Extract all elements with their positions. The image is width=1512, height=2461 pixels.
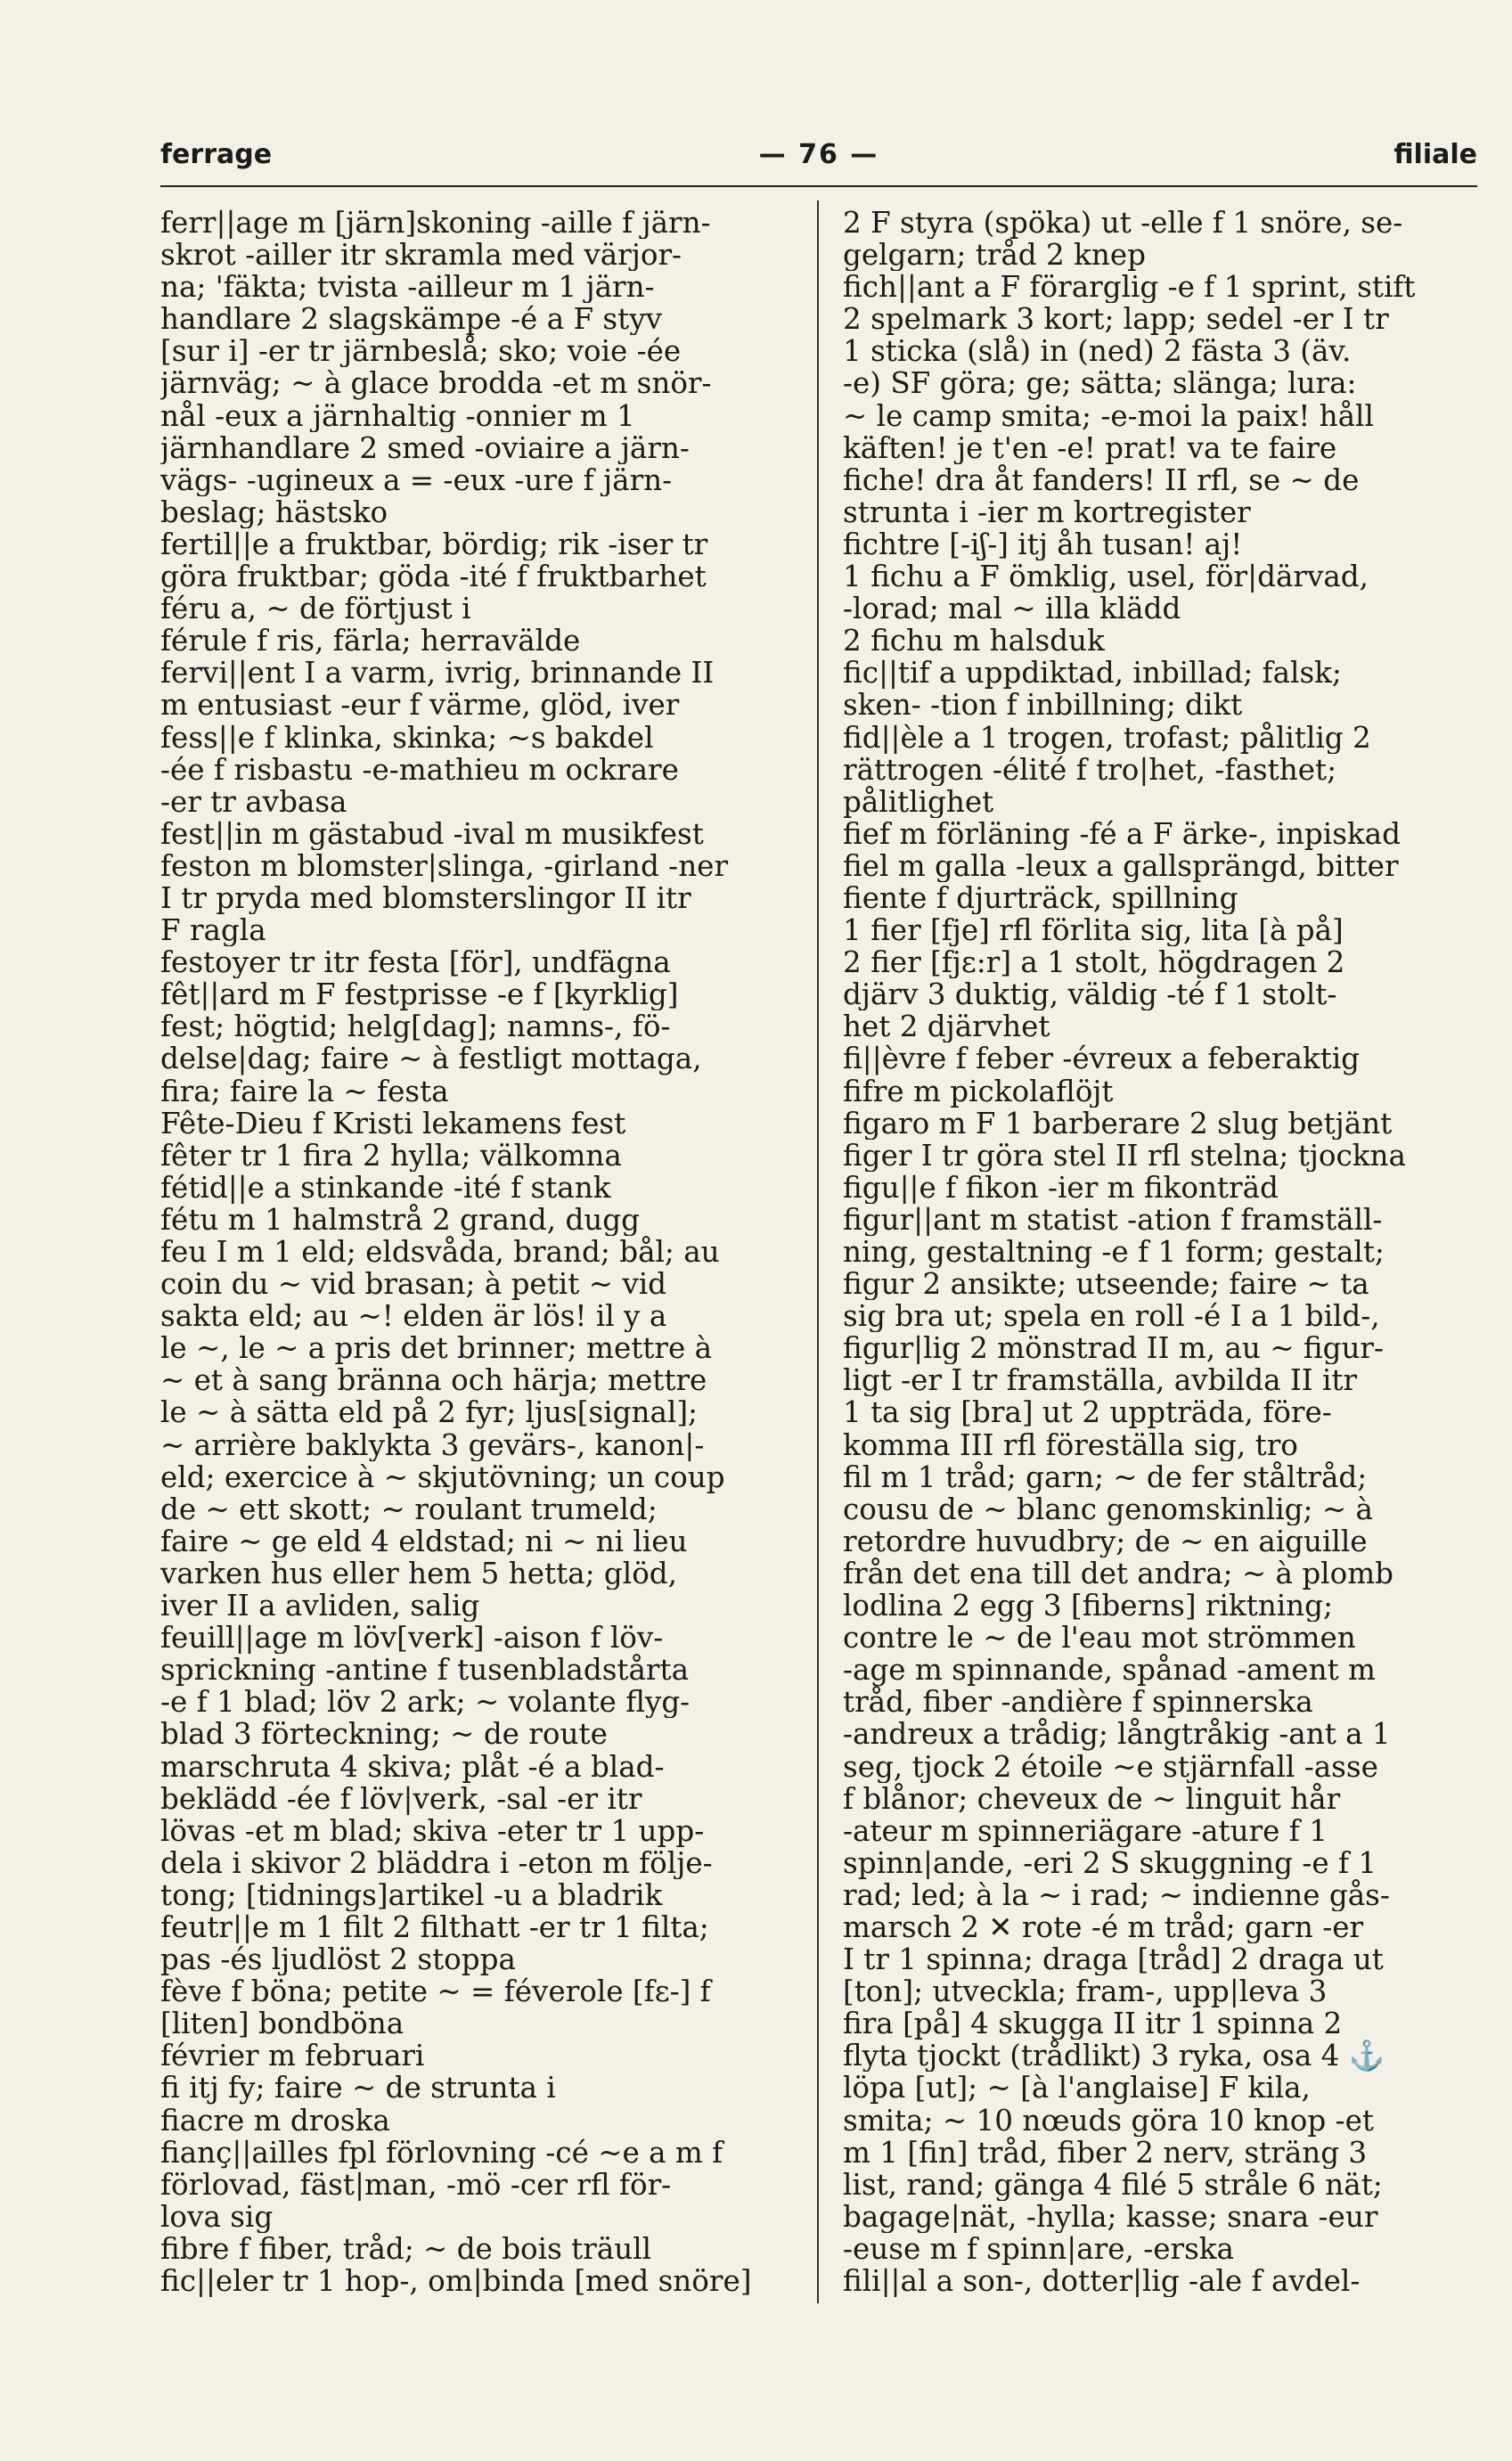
text-line: 2 F styra (spöka) ut -elle f 1 snöre, se- [843, 207, 1403, 240]
text-line: nål -eux a järnhaltig -onnier m 1 [160, 399, 635, 432]
text-line: smita; ~ 10 nœuds göra 10 knop -et [843, 2104, 1374, 2137]
right-column [843, 207, 1477, 2301]
text-line: tråd, fiber -andière f spinnerska [843, 1686, 1313, 1719]
text-line: delse|dag; faire ~ à festligt mottaga, [160, 1042, 702, 1075]
text-line: käften! je t'en -e! prat! va te faire [843, 431, 1337, 464]
text-line: 2 fier [fjɛ:r] a 1 stolt, högdragen 2 [843, 946, 1345, 979]
text-line: löpa [ut]; ~ [à l'anglaise] F kila, [843, 2072, 1311, 2105]
text-line: ferr||age m [järn]skoning -aille f järn- [160, 207, 711, 240]
text-line: skrot -ailler itr skramla med värjor- [160, 239, 682, 272]
text-line: fêter tr 1 fira 2 hylla; välkomna [160, 1139, 622, 1172]
text-line: feu I m 1 eld; eldsvåda, brand; bål; au [160, 1236, 720, 1269]
text-line: fest; högtid; helg[dag]; namns-, fö- [160, 1010, 671, 1043]
text-line: f blånor; cheveux de ~ linguit hår [843, 1782, 1341, 1815]
text-line: feuill||age m löv[verk] -aison f löv- [160, 1622, 664, 1655]
text-line: ning, gestaltning -e f 1 form; gestalt; [843, 1236, 1385, 1269]
left-column [160, 207, 796, 2301]
text-line: marschruta 4 skiva; plåt -é a blad- [160, 1750, 665, 1783]
text-line: -lorad; mal ~ illa klädd [843, 593, 1181, 625]
text-line: järnhandlare 2 smed -oviaire a järn- [160, 431, 690, 464]
text-line: fiel m galla -leux a gallsprängd, bitter [843, 849, 1399, 882]
text-line: ~ et à sang bränna och härja; mettre [160, 1364, 707, 1397]
text-line: sig bra ut; spela en roll -é I a 1 bild-, [843, 1300, 1380, 1333]
text-line: rättrogen -élité f tro|het, -fasthet; [843, 753, 1337, 786]
header-last-entry: filiale [1393, 139, 1477, 170]
text-line: fiente f djurträck, spillning [843, 881, 1238, 915]
text-line: förlovad, fäst|man, -mö -cer rfl för- [160, 2168, 672, 2201]
text-line: lova sig [160, 2200, 274, 2233]
text-line: rad; led; à la ~ i rad; ~ indienne gås- [843, 1878, 1390, 1911]
text-line: fichtre [-iʃ-] itj åh tusan! aj! [843, 527, 1243, 561]
text-line: vägs- -ugineux a = -eux -ure f järn- [160, 463, 673, 496]
text-line: fira; faire la ~ festa [160, 1075, 449, 1108]
text-line: seg, tjock 2 étoile ~e stjärnfall -asse [843, 1750, 1378, 1783]
text-line: [ton]; utveckla; fram-, upp|leva 3 [843, 1975, 1328, 2008]
text-line: fi||èvre f feber -évreux a feberaktig [843, 1042, 1360, 1075]
text-line: ~ le camp smita; -e-moi la paix! håll [843, 399, 1374, 432]
text-line: festoyer tr itr festa [för], undfägna [160, 946, 671, 979]
text-line: lövas -et m blad; skiva -eter tr 1 upp- [160, 1814, 705, 1847]
text-line: ligt -er I tr framställa, avbilda II itr [843, 1364, 1358, 1397]
text-line: figer I tr göra stel II rfl stelna; tjockna [843, 1139, 1406, 1172]
text-line: fess||e f klinka, skinka; ~s bakdel [160, 721, 654, 754]
text-line: F ragla [160, 914, 266, 947]
text-line: tong; [tidnings]artikel -u a bladrik [160, 1878, 663, 1911]
text-line: I tr 1 spinna; draga [tråd] 2 draga ut [843, 1943, 1384, 1976]
text-line: I tr pryda med blomsterslingor II itr [160, 881, 691, 915]
text-line: fiacre m droska [160, 2104, 390, 2137]
text-line: -age m spinnande, spånad -ament m [843, 1654, 1376, 1687]
text-line: fervi||ent I a varm, ivrig, brinnande II [160, 657, 715, 690]
text-line: -andreux a trådig; långtråkig -ant a 1 [843, 1718, 1391, 1751]
column-divider [817, 200, 819, 2303]
text-line: faire ~ ge eld 4 eldstad; ni ~ ni lieu [160, 1525, 688, 1558]
text-line: feutr||e m 1 filt 2 filthatt -er tr 1 filta; [160, 1910, 709, 1944]
text-line: fianç||ailles fpl förlovning -cé ~e a m f [160, 2136, 723, 2169]
text-line: fief m förläning -fé a F ärke-, inpiskad [843, 817, 1401, 850]
text-line: sken- -tion f inbillning; dikt [843, 689, 1243, 722]
text-line: Fête-Dieu f Kristi lekamens fest [160, 1107, 626, 1140]
text-line: fic||tif a uppdiktad, inbillad; falsk; [843, 657, 1342, 690]
text-line: göra fruktbar; göda -ité f fruktbarhet [160, 560, 707, 593]
text-line: beslag; hästsko [160, 495, 388, 528]
text-line: spinn|ande, -eri 2 S skuggning -e f 1 [843, 1846, 1377, 1879]
text-line: féru a, ~ de förtjust i [160, 593, 471, 625]
text-line: beklädd -ée f löv|verk, -sal -er itr [160, 1782, 642, 1815]
text-line: fibre f fiber, tråd; ~ de bois träull [160, 2232, 652, 2265]
text-line: figur||ant m statist -ation f framställ- [843, 1203, 1383, 1236]
text-line: [sur i] -er tr järnbeslå; sko; voie -ée [160, 335, 682, 368]
text-line: fifre m pickolaflöjt [843, 1075, 1114, 1108]
text-line: list, rand; gänga 4 filé 5 stråle 6 nät; [843, 2168, 1383, 2201]
text-line: 1 fier [fje] rfl förlita sig, lita [à på] [843, 914, 1344, 947]
text-line: na; 'fäkta; tvista -ailleur m 1 järn- [160, 271, 655, 304]
text-line: le ~, le ~ a pris det brinner; mettre à [160, 1332, 713, 1365]
page-number: — 76 — [758, 139, 879, 170]
page-header [160, 132, 1477, 176]
text-line: fève f böna; petite ~ = féverole [fɛ-] f [160, 1975, 711, 2008]
text-line: cousu de ~ blanc genomskinlig; ~ à [843, 1492, 1373, 1525]
text-line: djärv 3 duktig, väldig -té f 1 stolt- [843, 978, 1337, 1011]
text-line: iver II a avliden, salig [160, 1590, 480, 1623]
text-line: -e f 1 blad; löv 2 ark; ~ volante flyg- [160, 1686, 691, 1719]
header-rule [160, 185, 1477, 187]
text-line: fêt||ard m F festprisse -e f [kyrklig] [160, 978, 679, 1011]
text-line: fi itj fy; faire ~ de strunta i [160, 2072, 556, 2105]
text-line: komma III rfl föreställa sig, tro [843, 1428, 1298, 1461]
text-line: figaro m F 1 barberare 2 slug betjänt [843, 1107, 1393, 1140]
text-line: järnväg; ~ à glace brodda -et m snör- [160, 367, 712, 400]
text-line: sakta eld; au ~! elden är lös! il y a [160, 1300, 667, 1333]
text-line: -er tr avbasa [160, 785, 347, 818]
text-line: 1 fichu a F ömklig, usel, för|därvad, [843, 560, 1369, 593]
text-line: -e) SF göra; ge; sätta; slänga; lura: [843, 367, 1357, 400]
text-line: m 1 [fin] tråd, fiber 2 nerv, sträng 3 [843, 2136, 1368, 2169]
text-line: fétu m 1 halmstrå 2 grand, dugg [160, 1203, 641, 1236]
text-line: -euse m f spinn|are, -erska [843, 2232, 1234, 2265]
text-line: fertil||e a fruktbar, bördig; rik -iser tr [160, 527, 708, 561]
text-line: fic||eler tr 1 hop-, om|binda [med snöre] [160, 2265, 752, 2298]
text-line: figu||e f fikon -ier m fikonträd [843, 1171, 1279, 1204]
text-line: 1 ta sig [bra] ut 2 uppträda, före- [843, 1396, 1332, 1429]
text-line: 1 sticka (slå) in (ned) 2 fästa 3 (äv. [843, 335, 1352, 368]
text-line: -ateur m spinneriägare -ature f 1 [843, 1814, 1328, 1847]
text-line: fira [på] 4 skugga II itr 1 spinna 2 [843, 2007, 1343, 2040]
text-line: coin du ~ vid brasan; à petit ~ vid [160, 1268, 667, 1301]
text-line: dela i skivor 2 bläddra i -eton m följe- [160, 1846, 713, 1879]
text-line: figur|lig 2 mönstrad II m, au ~ figur- [843, 1332, 1385, 1365]
text-line: pålitlighet [843, 785, 994, 818]
text-line: ~ arrière baklykta 3 gevärs-, kanon|- [160, 1428, 705, 1461]
text-line: lodlina 2 egg 3 [fiberns] riktning; [843, 1590, 1333, 1623]
text-line: handlare 2 slagskämpe -é a F styv [160, 303, 663, 336]
text-line: férule f ris, färla; herravälde [160, 625, 581, 658]
text-line: varken hus eller hem 5 hetta; glöd, [160, 1557, 678, 1590]
text-line: eld; exercice à ~ skjutövning; un coup [160, 1460, 725, 1493]
text-line: sprickning -antine f tusenbladstårta [160, 1654, 690, 1687]
text-line: strunta i -ier m kortregister [843, 495, 1251, 528]
text-line: février m februari [160, 2040, 425, 2073]
text-line: [liten] bondböna [160, 2007, 405, 2040]
text-line: -ée f risbastu -e-mathieu m ockrare [160, 753, 679, 786]
text-line: flyta tjockt (trådlikt) 3 ryka, osa 4 ⚓ [843, 2040, 1385, 2073]
text-line: pas -és ljudlöst 2 stoppa [160, 1943, 516, 1976]
text-line: fich||ant a F förarglig -e f 1 sprint, stift [843, 271, 1416, 304]
text-line: de ~ ett skott; ~ roulant trumeld; [160, 1492, 658, 1525]
text-line: bagage|nät, -hylla; kasse; snara -eur [843, 2200, 1378, 2233]
text-line: fil m 1 tråd; garn; ~ de fer ståltråd; [843, 1460, 1368, 1493]
text-line: feston m blomster|slinga, -girland -ner [160, 849, 729, 882]
text-line: från det ena till det andra; ~ à plomb [843, 1557, 1393, 1590]
text-line: m entusiast -eur f värme, glöd, iver [160, 689, 680, 722]
text-line: fétid||e a stinkande -ité f stank [160, 1171, 611, 1204]
text-line: marsch 2 ✕ rote -é m tråd; garn -er [843, 1910, 1364, 1944]
text-line: le ~ à sätta eld på 2 fyr; ljus[signal]; [160, 1396, 699, 1429]
text-line: figur 2 ansikte; utseende; faire ~ ta [843, 1268, 1369, 1301]
text-line: fid||èle a 1 trogen, trofast; pålitlig 2 [843, 721, 1371, 754]
header-first-entry: ferrage [160, 139, 273, 170]
text-line: retordre huvudbry; de ~ en aiguille [843, 1525, 1368, 1558]
text-line: 2 fichu m halsduk [843, 625, 1105, 658]
text-line: 2 spelmark 3 kort; lapp; sedel -er I tr [843, 303, 1389, 336]
text-line: fiche! dra åt fanders! II rfl, se ~ de [843, 463, 1360, 496]
text-line: contre le ~ de l'eau mot strömmen [843, 1622, 1356, 1655]
text-line: gelgarn; tråd 2 knep [843, 239, 1146, 272]
text-line: blad 3 förteckning; ~ de route [160, 1718, 608, 1751]
text-line: fili||al a son-, dotter|lig -ale f avdel- [843, 2265, 1361, 2298]
text-line: fest||in m gästabud -ival m musikfest [160, 817, 704, 850]
text-line: het 2 djärvhet [843, 1010, 1050, 1043]
